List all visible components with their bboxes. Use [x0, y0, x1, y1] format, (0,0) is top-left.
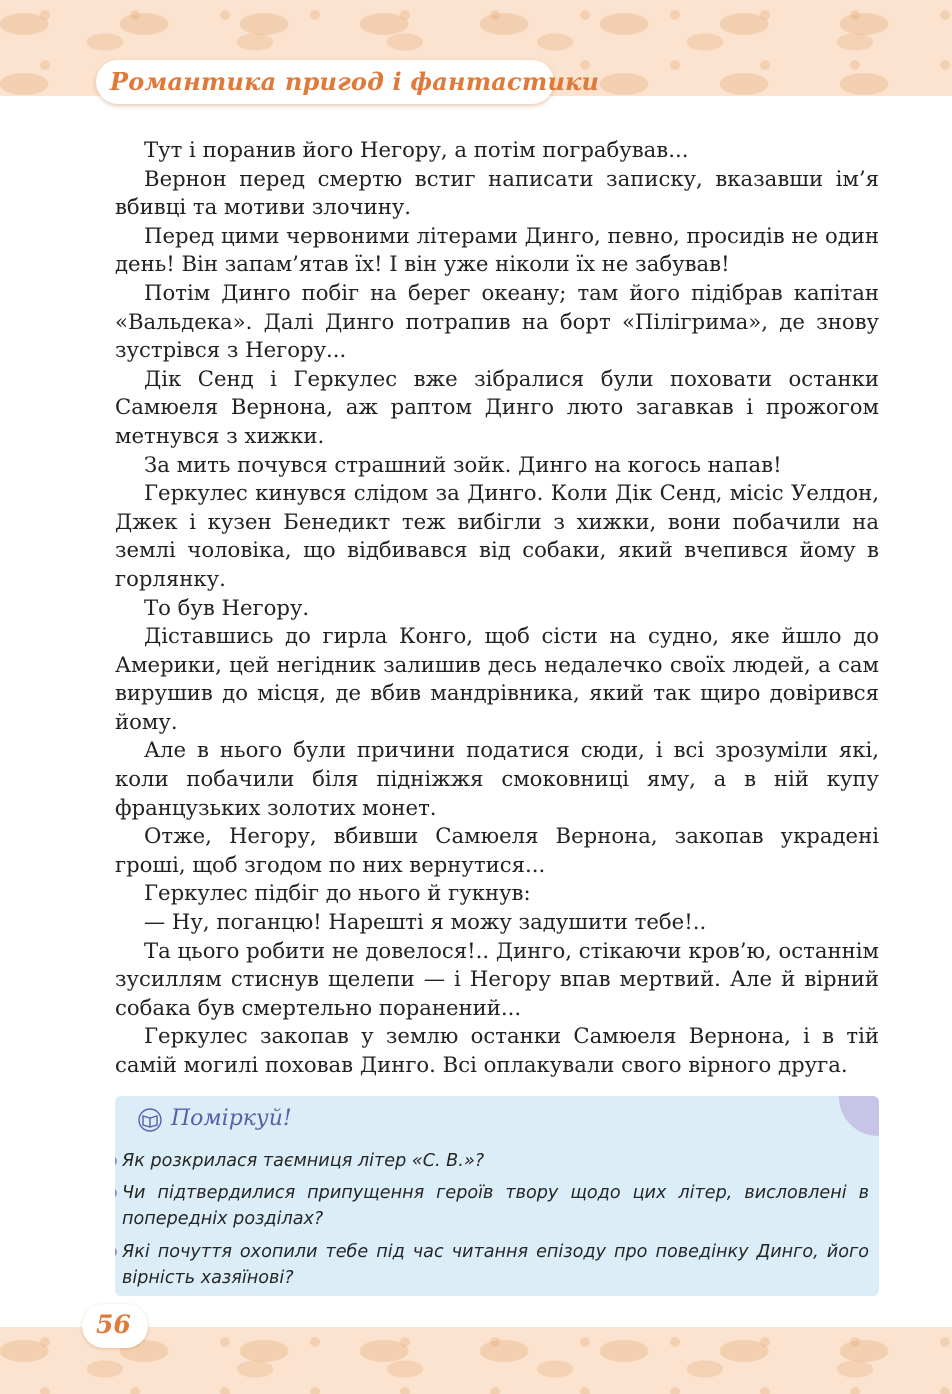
paragraph: Та цього робити не довелося!.. Динго, стікаючи кров’ю, останнім зусиллям стиснув щелепи — і Негору впав мертвий. Але й вірний собака був смертельно поранений...: [115, 937, 879, 1020]
reflect-box-title: Поміркуй!: [171, 1106, 292, 1131]
story-text: [115, 136, 879, 1080]
paragraph: Геркулес кинувся слідом за Динго. Коли Дік Сенд, місіс Уелдон, Джек і кузен Бенедикт теж вибігли з хижки, вони побачили на землі чоловіка, що відбивався від собаки, який вчепився йому в горлянку.: [115, 480, 879, 591]
bullet-icon: [115, 1247, 117, 1257]
paragraph: Дік Сенд і Геркулес вже зібралися були поховати останки Самюеля Вернона, аж раптом Динго люто загавкав і прожогом метнувся з хижки.: [115, 365, 879, 448]
paragraph: Потім Динго побіг на берег океану; там його підібрав капітан «Вальдека». Далі Динго потрапив на борт «Пілігрима», де знову зустрівся з Негору...: [115, 279, 879, 363]
page-number: 56: [96, 1310, 131, 1339]
question-text: Які почуття охопили тебе під час читання епізоду про поведінку Динго, його вірність хазяїнові?: [122, 1242, 869, 1288]
paragraph: Геркулес підбіг до нього й гукнув:: [144, 880, 531, 906]
bullet-icon: [115, 1156, 117, 1166]
question-item: [115, 1180, 879, 1232]
paragraph: То був Негору.: [144, 594, 310, 620]
section-title: Романтика пригод і фантастики: [110, 67, 600, 96]
section-title-badge: [96, 60, 600, 104]
paragraph: Отже, Негору, вбивши Самюеля Вернона, закопав украдені гроші, щоб згодом по них вернутися...: [115, 823, 879, 877]
reflect-box: [115, 1096, 879, 1296]
paragraph: Але в нього були причини податися сюди, і всі зрозуміли які, коли побачили біля підніжжя смоковниці яму, а в ній купу французьких золотих монет.: [115, 737, 879, 820]
question-item: [115, 1148, 879, 1174]
open-book-icon: [135, 1108, 165, 1132]
paragraph: Діставшись до гирла Конго, щоб сісти на судно, яке йшло до Америки, цей негідник залишив десь недалечко своїх людей, а сам вирушив до місця, де вбив мандрівника, який так щиро довірився йому.: [115, 623, 879, 734]
bullet-icon: [115, 1188, 117, 1198]
paragraph: Перед цими червоними літерами Динго, певно, просидів не один день! Він запам’ятав їх! І він уже ніколи їх не забував!: [115, 222, 879, 277]
box-corner-decoration: [839, 1096, 879, 1136]
question-item: [115, 1239, 879, 1291]
paragraph: Геркулес закопав у землю останки Самюеля Вернона, і в тій самій могилі поховав Динго. Всі оплакували свого вірного друга.: [115, 1023, 879, 1077]
paragraph: — Ну, поганцю! Нарешті я можу задушити тебе!..: [144, 909, 707, 935]
paragraph: За мить почувся страшний зойк. Динго на когось напав!: [144, 451, 782, 477]
paragraph: Тут і поранив його Негору, а потім пограбував...: [144, 137, 689, 162]
question-text: Як розкрилася таємниця літер «С. В.»?: [122, 1151, 485, 1171]
question-text: Чи підтвердилися припущення героїв твору щодо цих літер, висловлені в попередніх розділах?: [122, 1183, 869, 1229]
page-number-badge: [82, 1304, 148, 1348]
paragraph: Вернон перед смертю встиг написати записку, вказавши ім’я вбивці та мотиви злочину.: [115, 165, 879, 220]
